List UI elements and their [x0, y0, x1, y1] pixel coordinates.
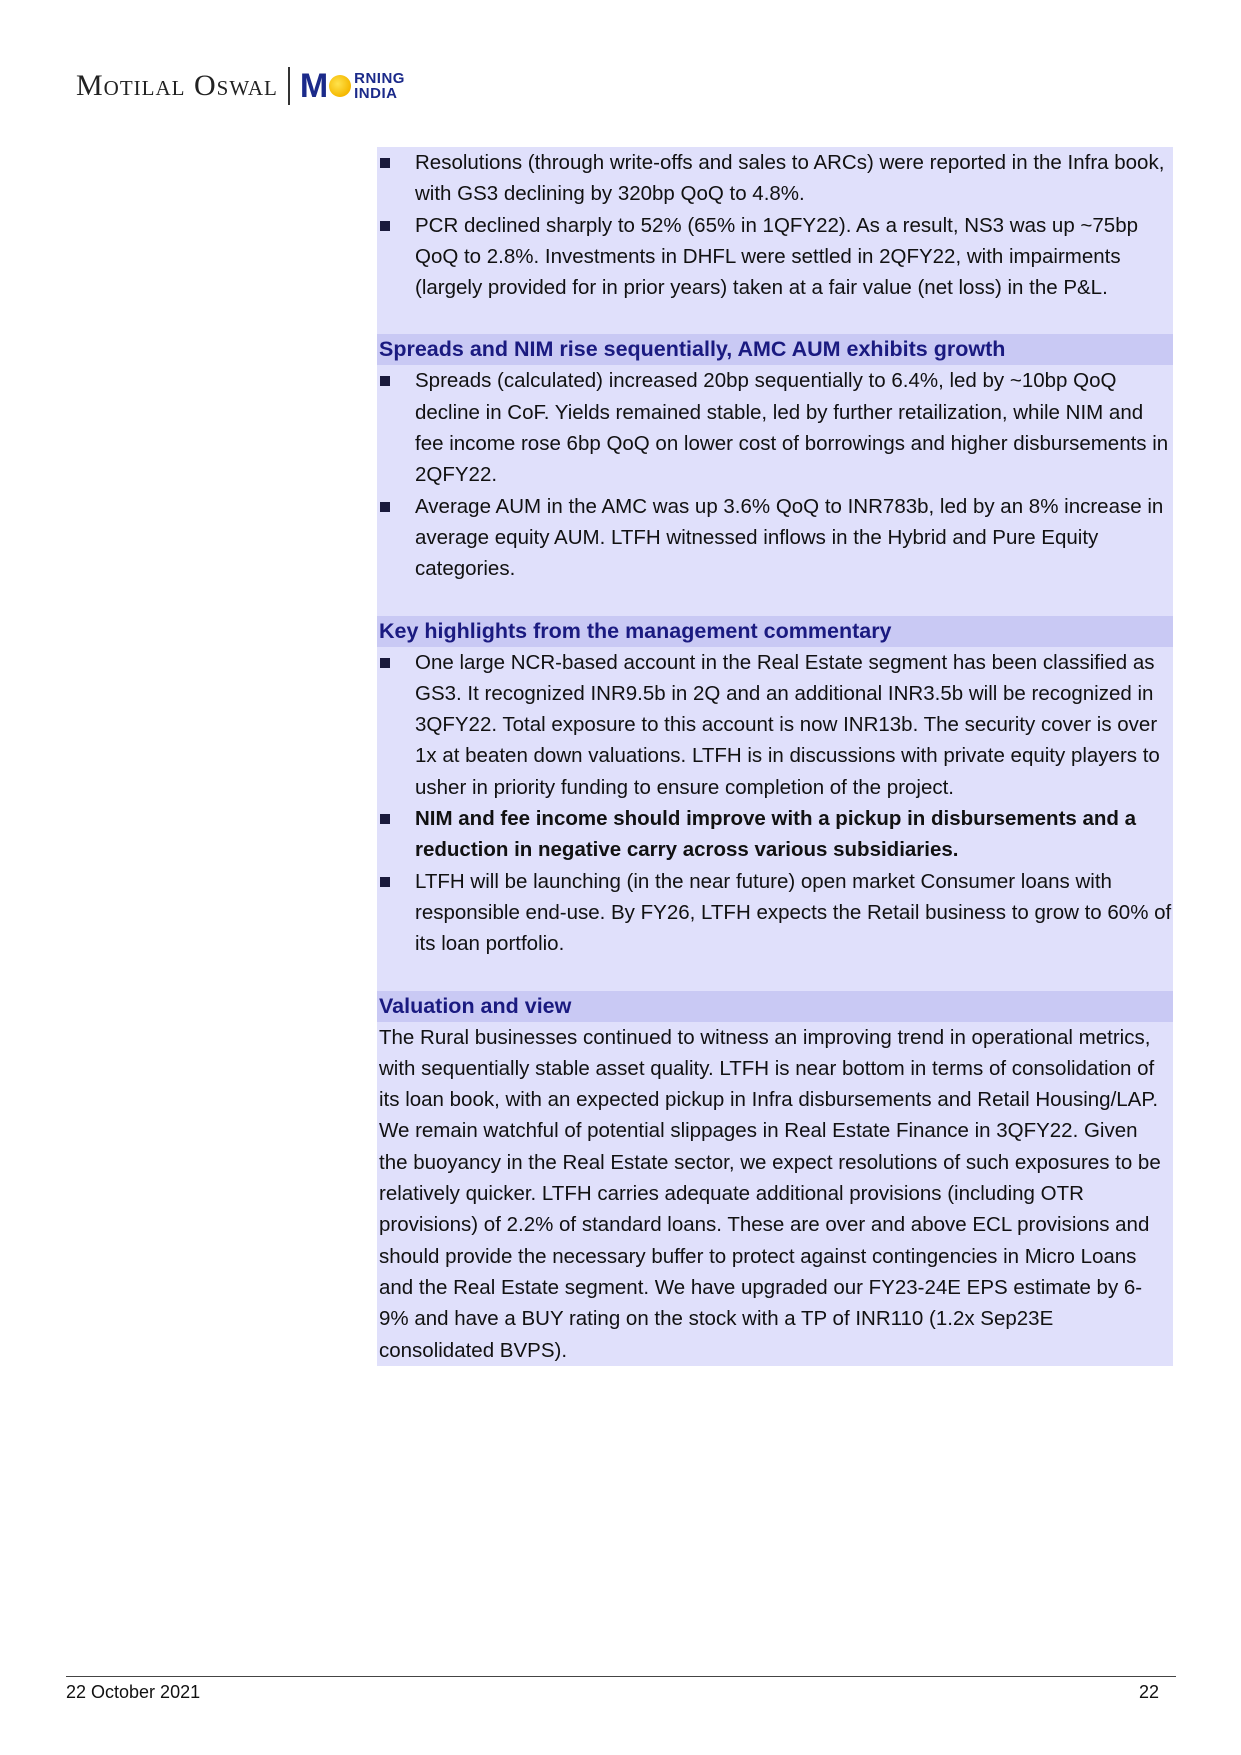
spreads-section-title: Spreads and NIM rise sequentially, AMC AUM exhibits growth	[377, 334, 1173, 365]
list-item-bold: NIM and fee income should improve with a pickup in disbursements and a reduction in negative carry across various subsidiaries.	[377, 803, 1173, 866]
report-content	[377, 147, 1173, 1366]
list-item: PCR declined sharply to 52% (65% in 1QFY22). As a result, NS3 was up ~75bp QoQ to 2.8%. Investments in DHFL were settled in 2QFY22, with impairments (largely provided for in prior years) taken at a fair value (net loss) in the P&L.	[377, 210, 1173, 304]
header	[76, 66, 405, 106]
highlights-bullets	[377, 647, 1173, 960]
list-item: One large NCR-based account in the Real Estate segment has been classified as GS3. It recognized INR9.5b in 2Q and an additional INR3.5b will be recognized in 3QFY22. Total exposure to this account is now INR13b. The security cover is over 1x at beaten down valuations. LTFH is in discussions with private equity players to usher in priority funding to ensure completion of the project.	[377, 647, 1173, 803]
logo-m: M	[299, 66, 329, 105]
list-item: LTFH will be launching (in the near future) open market Consumer loans with responsible end-use. By FY26, LTFH expects the Retail business to grow to 60% of its loan portfolio.	[377, 866, 1173, 960]
morning-india-logo	[300, 67, 405, 106]
highlights-section-title: Key highlights from the management commentary	[377, 616, 1173, 647]
intro-bullets	[377, 147, 1173, 303]
logo-india: INDIA	[354, 85, 398, 102]
section-gap	[377, 585, 1173, 616]
list-item: Resolutions (through write-offs and sales to ARCs) were reported in the Infra book, with GS3 declining by 320bp QoQ to 4.8%.	[377, 147, 1173, 210]
footer-date: 22 October 2021	[66, 1682, 201, 1702]
section-gap	[377, 960, 1173, 991]
valuation-section-title: Valuation and view	[377, 991, 1173, 1022]
page-number: 22	[1138, 1682, 1159, 1702]
footer-divider	[66, 1676, 1176, 1677]
list-item: Average AUM in the AMC was up 3.6% QoQ to INR783b, led by an 8% increase in average equity AUM. LTFH witnessed inflows in the Hybrid and Pure Equity categories.	[377, 491, 1173, 585]
logo-divider	[288, 67, 290, 105]
motilal-oswal-logo: Motilal Oswal	[76, 69, 278, 102]
valuation-paragraph: The Rural businesses continued to witness an improving trend in operational metrics, with sequentially stable asset quality. LTFH is near bottom in terms of consolidation of its loan book, with an expected pickup in Infra disbursements and Retail Housing/LAP. We remain watchful of potential slippages in Real Estate Finance in 3QFY22. Given the buoyancy in the Real Estate sector, we expect resolutions of such exposures to be relatively quicker. LTFH carries adequate additional provisions (including OTR provisions) of 2.2% of standard loans. These are over and above ECL provisions and should provide the necessary buffer to protect against contingencies in Micro Loans and the Real Estate segment. We have upgraded our FY23-24E EPS estimate by 6-9% and have a BUY rating on the stock with a TP of INR110 (1.2x Sep23E consolidated BVPS).	[379, 1025, 1161, 1362]
logo-words	[354, 71, 405, 101]
spreads-bullets	[377, 365, 1173, 584]
section-gap	[377, 303, 1173, 334]
logo-rning: RNING	[354, 70, 405, 87]
list-item: Spreads (calculated) increased 20bp sequentially to 6.4%, led by ~10bp QoQ decline in CoF. Yields remained stable, led by further retailization, while NIM and fee income rose 6bp QoQ on lower cost of borrowings and higher disbursements in 2QFY22.	[377, 365, 1173, 490]
sun-icon	[329, 75, 351, 97]
